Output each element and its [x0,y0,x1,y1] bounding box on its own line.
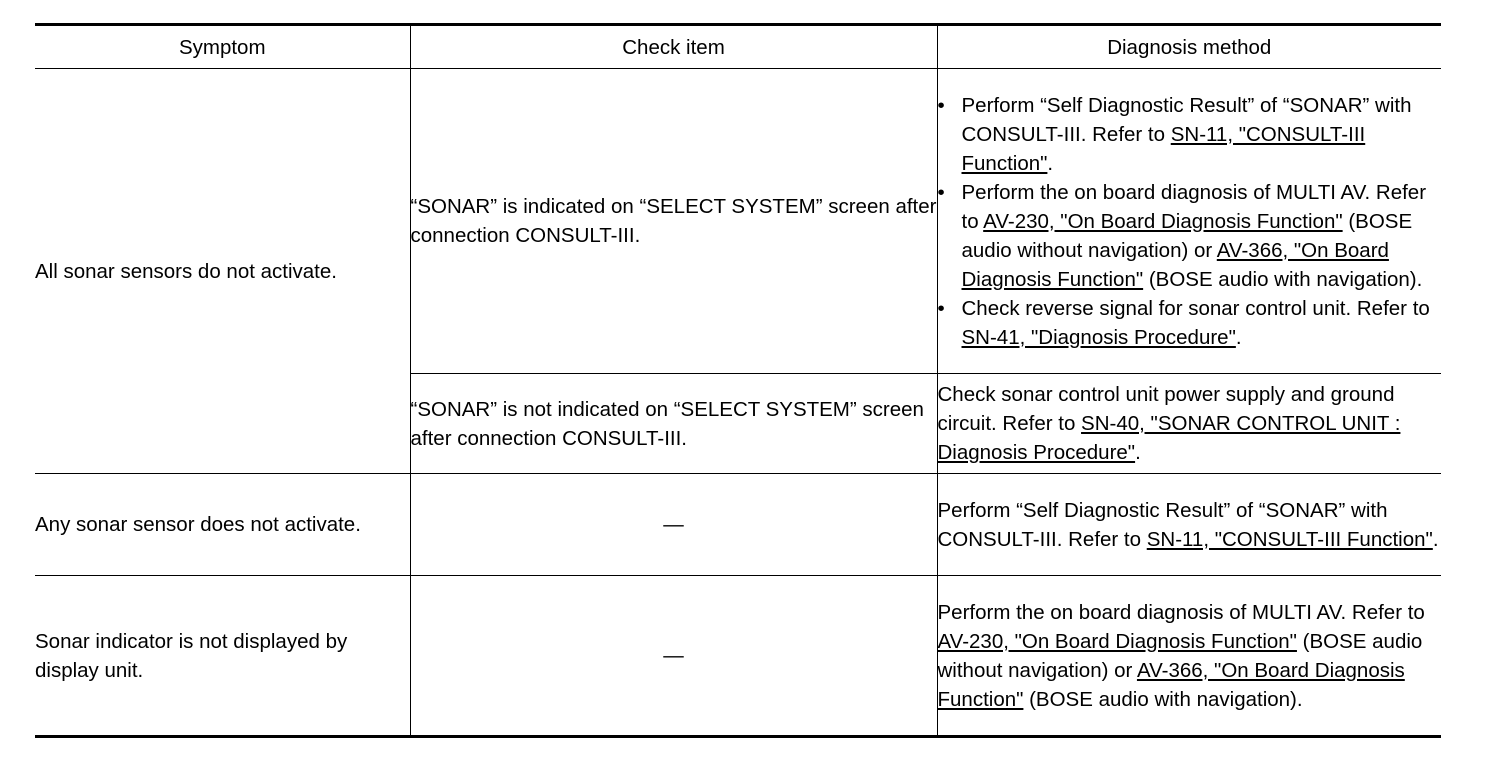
reference-link[interactable]: SN-40, "SONAR CONTROL UNIT : Diagnosis Procedure" [937,412,1401,464]
check-item-cell: “SONAR” is not indicated on “SELECT SYSTEM” screen after connection CONSULT-III. [410,374,937,474]
table-row [35,69,1441,374]
diagnosis-text: . [1235,325,1242,349]
diagnosis-text: (BOSE audio without navigation) or [937,629,1423,682]
table-row [35,474,1441,576]
diagnosis-method-cell [937,474,1441,576]
diagnosis-text: Perform the on board diagnosis of MULTI AV. Refer to [961,180,1427,233]
bullet-marker: • [937,93,945,117]
reference-link[interactable]: SN-41, "Diagnosis Procedure" [961,325,1236,349]
list-item [938,294,1442,352]
reference-link[interactable]: AV-366, "On Board Diagnosis Function" [961,238,1389,291]
reference-link[interactable]: AV-366, "On Board Diagnosis Function" [937,658,1405,711]
diagnosis-method-cell [937,69,1441,374]
diagnosis-text: Check sonar control unit power supply and ground circuit. Refer to [937,383,1395,435]
reference-link[interactable]: SN-11, "CONSULT-III Function" [961,122,1366,175]
check-item-cell: — [410,576,937,737]
header-symptom: Symptom [35,25,410,69]
header-row [35,25,1441,69]
diagnosis-text: . [1135,441,1141,464]
diagnosis-text: Perform the on board diagnosis of MULTI AV. Refer to [937,600,1425,624]
diagnosis-text: . [1432,527,1439,551]
bullet-marker: • [937,296,945,320]
symptom-cell: Sonar indicator is not displayed by display unit. [35,576,410,737]
symptom-cell: All sonar sensors do not activate. [35,69,410,474]
diagnosis-text: Perform “Self Diagnostic Result” of “SONAR” with CONSULT-III. Refer to [937,498,1388,551]
list-item [938,178,1442,294]
check-item-cell: — [410,474,937,576]
diagnosis-bullet-list [938,91,1442,352]
diagnosis-table [35,23,1441,738]
diagnosis-text: . [1047,151,1054,175]
table-row [35,576,1441,737]
symptom-cell: Any sonar sensor does not activate. [35,474,410,576]
diagnosis-text: Check reverse signal for sonar control unit. Refer to [961,296,1430,320]
diagnosis-method-cell [937,576,1441,737]
diagnosis-method-cell [937,374,1441,474]
diagnosis-text: (BOSE audio with navigation). [1023,687,1303,711]
diagnosis-text: (BOSE audio with navigation). [1143,267,1423,291]
check-item-cell: “SONAR” is indicated on “SELECT SYSTEM” screen after connection CONSULT-III. [410,69,937,374]
diagnosis-text: (BOSE audio without navigation) or [961,209,1413,262]
reference-link[interactable]: AV-230, "On Board Diagnosis Function" [983,209,1343,233]
diagnosis-text: Perform “Self Diagnostic Result” of “SONAR” with CONSULT-III. Refer to [961,93,1412,146]
list-item [938,91,1442,178]
header-diagnosis-method: Diagnosis method [937,25,1441,69]
header-check-item: Check item [410,25,937,69]
bullet-marker: • [937,180,945,204]
reference-link[interactable]: SN-11, "CONSULT-III Function" [1146,527,1433,551]
reference-link[interactable]: AV-230, "On Board Diagnosis Function" [937,629,1297,653]
